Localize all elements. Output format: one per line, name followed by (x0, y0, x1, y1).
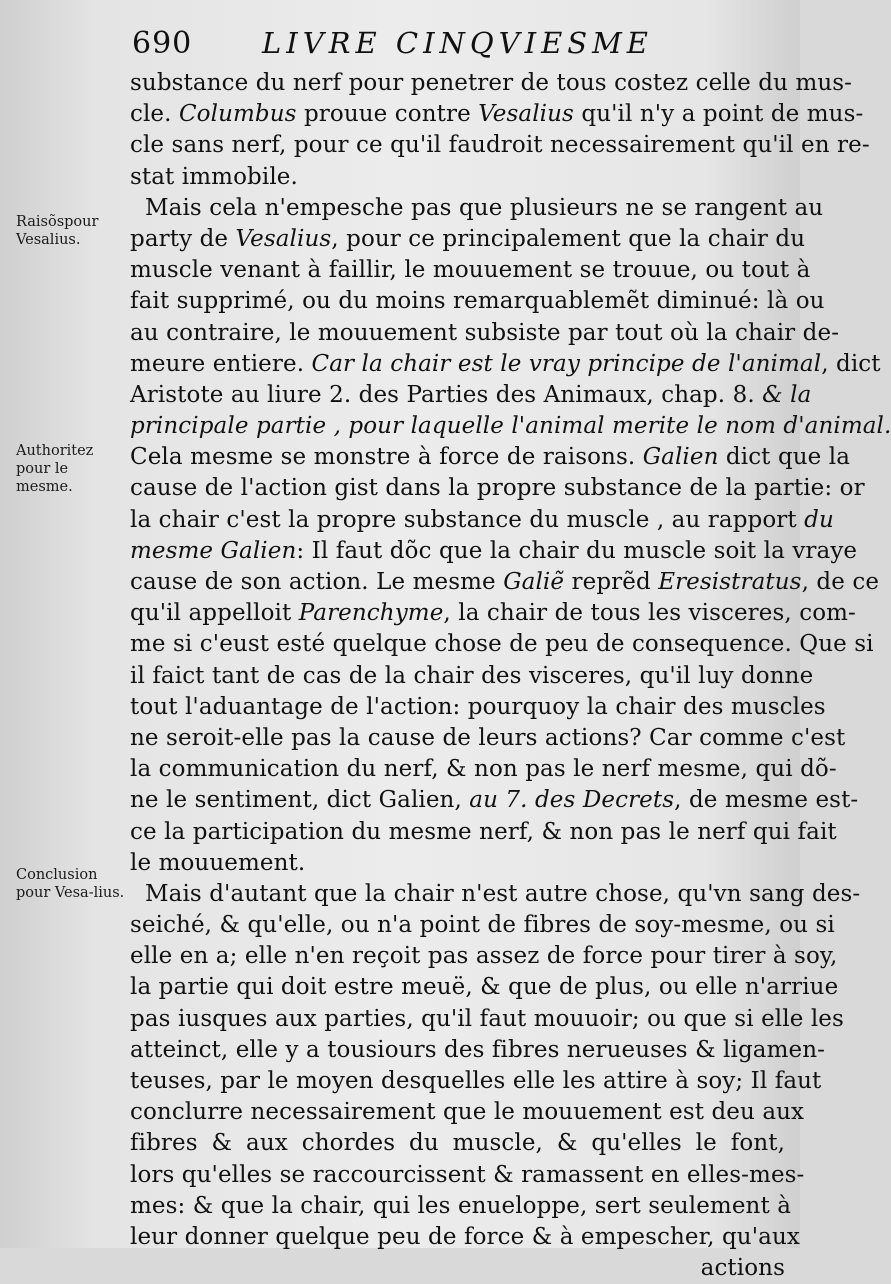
text-run: Cela mesme se monstre à force de raisons. (130, 444, 643, 471)
text-run: , de mesme est- (674, 787, 859, 814)
text-run: qu'il appelloit (130, 600, 299, 627)
text-run: reprẽd (564, 569, 659, 595)
text-run: , dict (821, 350, 881, 377)
text-line (130, 442, 851, 473)
text-line (130, 1035, 826, 1066)
italic-run: Vesalius (235, 225, 332, 252)
text-line (130, 972, 839, 1003)
text-line (130, 598, 856, 629)
page-header (0, 26, 800, 66)
text-run: cause de son action. Le mesme (130, 569, 504, 595)
text-run: fibres & aux chordes du muscle, & qu'elles le font, (130, 1130, 785, 1157)
text-run: cause de l'action gist dans la propre substance de la partie: or (130, 475, 865, 502)
text-line (130, 785, 859, 816)
text-run: meure entiere. (130, 350, 312, 377)
italic-run: Columbus (178, 101, 297, 128)
text-line (130, 910, 835, 941)
text-run: substance du nerf pour penetrer de tous costez celle du mus- (130, 70, 853, 96)
text-run: Mais d'autant que la chair n'est autre chose, qu'vn sang des- (145, 880, 861, 907)
text-line (130, 567, 880, 598)
text-run: ne seroit-elle pas la cause de leurs actions? Car comme c'est (130, 724, 846, 751)
text-run: actions (700, 1255, 785, 1282)
text-run: la chair c'est la propre substance du muscle , au rapport (130, 506, 805, 533)
text-line (130, 661, 814, 692)
text-run: la partie qui doit estre meuë, & que de plus, ou elle n'arriue (130, 974, 839, 1001)
text-line (130, 99, 864, 130)
italic-run: & la (762, 381, 812, 408)
text-line (130, 411, 891, 442)
text-run: la communication du nerf, & non pas le nerf mesme, qui dõ- (130, 756, 837, 783)
italic-run: Galien (642, 444, 719, 471)
text-run: me si c'eust esté quelque chose de peu de consequence. Que si (130, 631, 874, 658)
text-run: pas iusques aux parties, qu'il faut mouuoir; ou que si elle les (130, 1005, 844, 1032)
catchword (130, 1253, 785, 1284)
text-line (130, 1128, 785, 1159)
italic-run: mesme Galien (130, 537, 297, 564)
text-run: au contraire, le mouuement subsiste par tout où la chair de- (130, 319, 840, 346)
text-line (130, 1097, 805, 1128)
text-run: cle. (130, 101, 179, 128)
italic-run: Car la chair est le vray principe de l'animal (311, 350, 822, 377)
text-line (130, 162, 785, 193)
text-line (130, 1191, 792, 1222)
text-run: Aristote au liure 2. des Parties des Animaux, chap. 8. (130, 381, 763, 408)
italic-run: au 7. des Decrets (469, 787, 675, 814)
text-line (130, 723, 846, 754)
text-line (130, 380, 812, 411)
text-line (130, 848, 785, 879)
margin-note: Authoritez pour le mesme. (16, 443, 94, 495)
italic-run: Eresistratus (658, 569, 802, 595)
text-run: elle en a; elle n'en reçoit pas assez de force pour tirer à soy, (130, 943, 838, 970)
italic-run: Vesalius (478, 101, 574, 128)
text-run: ce la participation du mesme nerf, & non pas le nerf qui fait (130, 818, 837, 845)
text-line (130, 941, 838, 972)
text-run: leur donner quelque peu de force & à empescher, qu'aux (130, 1223, 800, 1250)
text-run: prouue contre (296, 101, 479, 128)
text-run: party de (130, 225, 236, 252)
italic-run: Galiẽ (503, 569, 565, 595)
text-run: Mais cela n'empesche pas que plusieurs ne se rangent au (145, 194, 824, 221)
text-line (130, 286, 825, 317)
text-run: stat immobile. (130, 163, 298, 190)
text-run: atteinct, elle y a tousiours des fibres nerueuses & ligamen- (130, 1036, 826, 1063)
text-line (130, 349, 881, 380)
text-line (130, 224, 806, 255)
text-run: qu'il n'y a point de mus- (573, 101, 864, 128)
italic-run: principale partie , pour laquelle l'animal merite le nom d'animal. (130, 413, 891, 440)
text-line (130, 1004, 844, 1035)
text-run: , pour ce principalement que la chair du (331, 225, 806, 252)
text-run: conclurre necessairement que le mouuement est deu aux (130, 1099, 805, 1126)
text-run: fait supprimé, ou du moins remarquablemẽt diminué: là ou (130, 288, 825, 315)
text-line (130, 1160, 805, 1191)
page-number: 690 (132, 26, 193, 61)
text-run: , de ce (801, 569, 880, 595)
text-run: lors qu'elles se raccourcissent & ramassent en elles-mes- (130, 1161, 805, 1188)
text-line (130, 1066, 822, 1097)
italic-run: du (804, 506, 834, 533)
text-run: : Il faut dõc que la chair du muscle soit la vraye (296, 537, 858, 564)
text-line (130, 1222, 800, 1253)
text-run: muscle venant à faillir, le mouuement se trouue, ou tout à (130, 257, 811, 284)
text-line (130, 255, 811, 286)
running-title: LIVRE CINQVIESME (262, 26, 653, 60)
text-run: ne le sentiment, dict Galien, (130, 787, 470, 814)
text-run: il faict tant de cas de la chair des visceres, qu'il luy donne (130, 662, 814, 689)
text-line (130, 536, 858, 567)
margin-note: Raisõspour Vesalius. (16, 214, 99, 248)
margin-note: Conclusion pour Vesa-lius. (16, 867, 125, 901)
text-run: dict que la (718, 444, 851, 471)
text-line (130, 505, 834, 536)
text-line (130, 817, 837, 848)
text-line (130, 879, 861, 910)
text-line (130, 130, 870, 161)
text-line (130, 318, 840, 349)
text-run: tout l'aduantage de l'action: pourquoy la chair des muscles (130, 693, 826, 720)
text-line (130, 473, 865, 504)
text-run: le mouuement. (130, 849, 306, 876)
text-line (130, 629, 874, 660)
text-line (130, 68, 853, 99)
text-run: teuses, par le moyen desquelles elle les attire à soy; Il faut (130, 1068, 822, 1094)
body-text (130, 68, 891, 1284)
text-line (130, 754, 837, 785)
text-run: seiché, & qu'elle, ou n'a point de fibres de soy-mesme, ou si (130, 912, 835, 939)
text-run: mes: & que la chair, qui les enueloppe, sert seulement à (130, 1192, 792, 1219)
text-line (130, 193, 824, 224)
italic-run: Parenchyme (298, 600, 444, 627)
text-line (130, 692, 826, 723)
text-run: cle sans nerf, pour ce qu'il faudroit necessairement qu'il en re- (130, 132, 870, 159)
text-run: , la chair de tous les visceres, com- (443, 600, 856, 627)
